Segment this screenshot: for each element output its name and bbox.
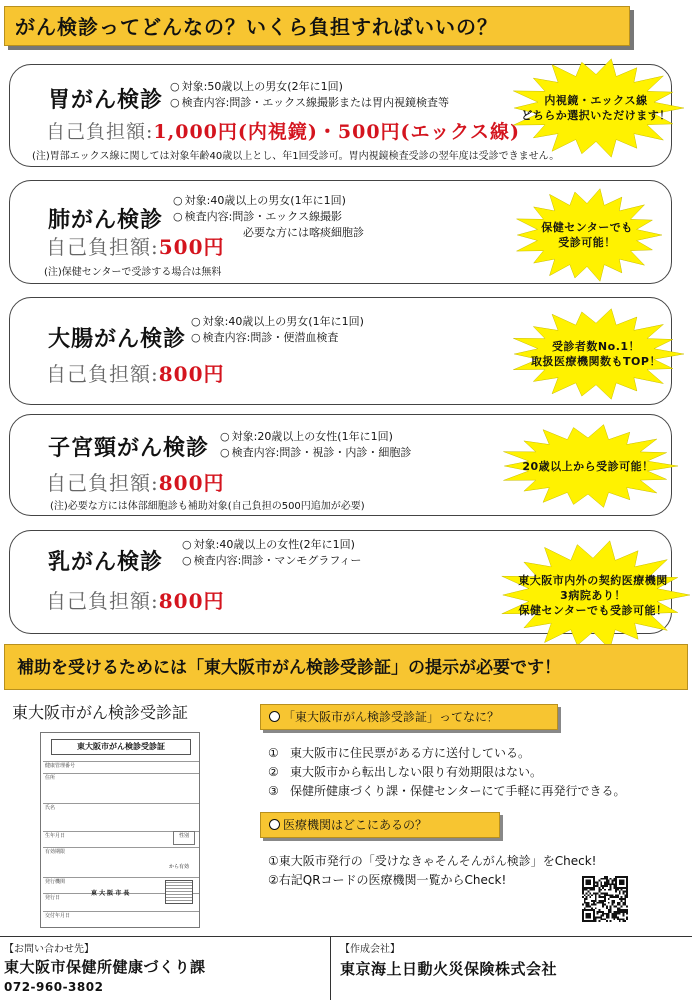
- exam-specs: [191, 314, 364, 346]
- cert-mayor: 東 大 阪 市 長: [91, 890, 130, 897]
- list-text: 東大阪市に住民票がある方に送付している。: [290, 746, 531, 760]
- fee-amount: 500円: [158, 235, 225, 259]
- cert-row: 生年月日: [43, 831, 199, 847]
- spec-line: ○ 対象:40歳以上の男女(1年に1回): [173, 193, 364, 209]
- spec-line: ○ 検査内容:問診・マンモグラフィー: [182, 553, 361, 569]
- spec-line: ○ 検査内容:問診・便潜血検査: [191, 330, 364, 346]
- fee-amount: 800円: [158, 362, 225, 386]
- cert-side-box: 性別: [173, 831, 195, 845]
- burst-line: 受診可能！: [558, 236, 616, 249]
- cert-row: 交付年月日: [43, 911, 199, 927]
- cert-valid-from: から有効: [169, 864, 190, 870]
- list-item: [268, 744, 626, 763]
- exam-specs: [170, 79, 449, 111]
- certificate-caption: 東大阪市がん検診受診証: [12, 703, 189, 722]
- cert-row: 住所: [43, 773, 199, 803]
- burst-line: 保健センターでも受診可能！: [518, 603, 668, 617]
- question-text: 医療機関はどこにあるの？: [283, 818, 428, 832]
- exam-note: (注)必要な方には体部細胞診も補助対象(自己負担の500円追加が必要): [50, 501, 365, 512]
- exam-name: 大腸がん検診: [48, 326, 187, 352]
- section-banner: 補助を受けるためには「東大阪市がん検診受診証」の提示が必要です！: [4, 644, 688, 690]
- contact-label: 【お問い合わせ先】: [4, 944, 94, 955]
- seal-stamp: [165, 880, 193, 904]
- exam-note: (注)保健センターで受診する場合は無料: [44, 267, 222, 278]
- exam-name: 子宮頸がん検診: [48, 435, 210, 461]
- question-bar: [260, 812, 500, 838]
- exam-fee: [46, 585, 225, 614]
- burst-line: 受診者数No.1！: [551, 340, 641, 353]
- spec-line: ○ 対象:50歳以上の男女(2年に1回): [170, 79, 449, 95]
- fee-label: 自己負担額:: [46, 235, 159, 259]
- qr-code[interactable]: [582, 876, 628, 922]
- circle-icon: [269, 819, 280, 830]
- callout-burst: [508, 308, 684, 400]
- callout-burst: [508, 58, 684, 158]
- list-item: ①東大阪市発行の「受けなきゃそんそんがん検診」をCheck!: [268, 854, 597, 868]
- exam-name: 胃がん検診: [48, 87, 164, 113]
- list-num: ②: [268, 765, 279, 779]
- fee-label: 自己負担額:: [46, 121, 154, 143]
- cert-row: 発行日: [43, 893, 199, 911]
- contact-tel: 072-960-3802: [4, 980, 104, 994]
- list-text: 保健所健康づくり課・保健センターにて手軽に再発行できる。: [290, 784, 626, 798]
- exam-name: 乳がん検診: [48, 549, 164, 575]
- divider: [330, 936, 331, 1000]
- fee-label: 自己負担額:: [46, 589, 159, 613]
- burst-line: 3病院あり！: [560, 588, 626, 602]
- exam-name: 肺がん検診: [48, 207, 164, 233]
- burst-line: 20歳以上から受診可能！: [522, 459, 654, 473]
- spec-line: ○ 検査内容:問診・視診・内診・細胞診: [220, 445, 411, 461]
- cert-row: 有効期限: [43, 847, 199, 877]
- exam-specs: [220, 429, 411, 461]
- cert-row: 発行機関: [43, 877, 199, 893]
- question-bar: [260, 704, 558, 730]
- burst-line: 内視鏡・エックス線: [544, 94, 648, 107]
- burst-line: 取扱医療機関数もTOP！: [531, 355, 661, 368]
- fee-label: 自己負担額:: [46, 471, 159, 495]
- fee-amount: 800円: [158, 589, 225, 613]
- question-text: 「東大阪市がん検診受診証」ってなに？: [283, 710, 500, 724]
- fee-amount: 800円: [158, 471, 225, 495]
- contact-name: 東大阪市保健所健康づくり課: [4, 958, 206, 976]
- exam-specs: [182, 537, 361, 569]
- page-title: がん検診ってどんなの？いくら負担すればいいの？: [4, 6, 630, 46]
- spec-line: 必要な方には喀痰細胞診: [243, 226, 364, 239]
- maker-label: 【作成会社】: [340, 944, 400, 955]
- divider: [0, 936, 692, 937]
- certificate-image: [40, 732, 200, 928]
- exam-fee: [46, 117, 520, 144]
- spec-line: ○ 検査内容:問診・エックス線撮影または胃内視鏡検査等: [170, 95, 449, 111]
- burst-line: 保健センターでも: [541, 221, 633, 234]
- exam-note: (注)胃部エックス線に関しては対象年齢40歳以上とし、年1回受診可。胃内視鏡検査受診の翌年度は受診できません。: [32, 151, 560, 162]
- fee-label: 自己負担額:: [46, 362, 159, 386]
- spec-line: ○ 対象:40歳以上の男女(1年に1回): [191, 314, 364, 330]
- list-num: ③: [268, 784, 279, 798]
- fee-amount: 1,000円(内視鏡)・500円(エックス線): [153, 121, 520, 143]
- list-item: [268, 763, 626, 782]
- spec-line: ○ 対象:40歳以上の女性(2年に1回): [182, 537, 361, 553]
- burst-line: どちらか選択いただけます！: [521, 109, 671, 122]
- callout-burst: [496, 540, 690, 650]
- callout-burst: [498, 424, 678, 508]
- circle-icon: [269, 711, 280, 722]
- list-text: 東大阪市から転出しない限り有効期限はない。: [290, 765, 543, 779]
- answer-list: [268, 852, 597, 890]
- cert-row: 氏名: [43, 803, 199, 831]
- list-item: ②右記QRコードの医療機関一覧からCheck!: [268, 873, 507, 887]
- answer-list: [268, 744, 626, 801]
- callout-burst: [512, 188, 662, 282]
- spec-line: ○ 検査内容:問診・エックス線撮影: [173, 209, 364, 225]
- exam-fee: [46, 467, 225, 496]
- exam-fee: [46, 231, 225, 260]
- exam-fee: [46, 358, 225, 387]
- certificate-card-title: 東大阪市がん検診受診証: [51, 739, 191, 755]
- list-item: [268, 782, 626, 801]
- burst-line: 東大阪市内外の契約医療機関: [518, 573, 668, 587]
- maker-name: 東京海上日動火災保険株式会社: [340, 960, 558, 978]
- spec-line: ○ 対象:20歳以上の女性(1年に1回): [220, 429, 411, 445]
- cert-row: 健康管理番号: [43, 761, 199, 773]
- list-num: ①: [268, 746, 279, 760]
